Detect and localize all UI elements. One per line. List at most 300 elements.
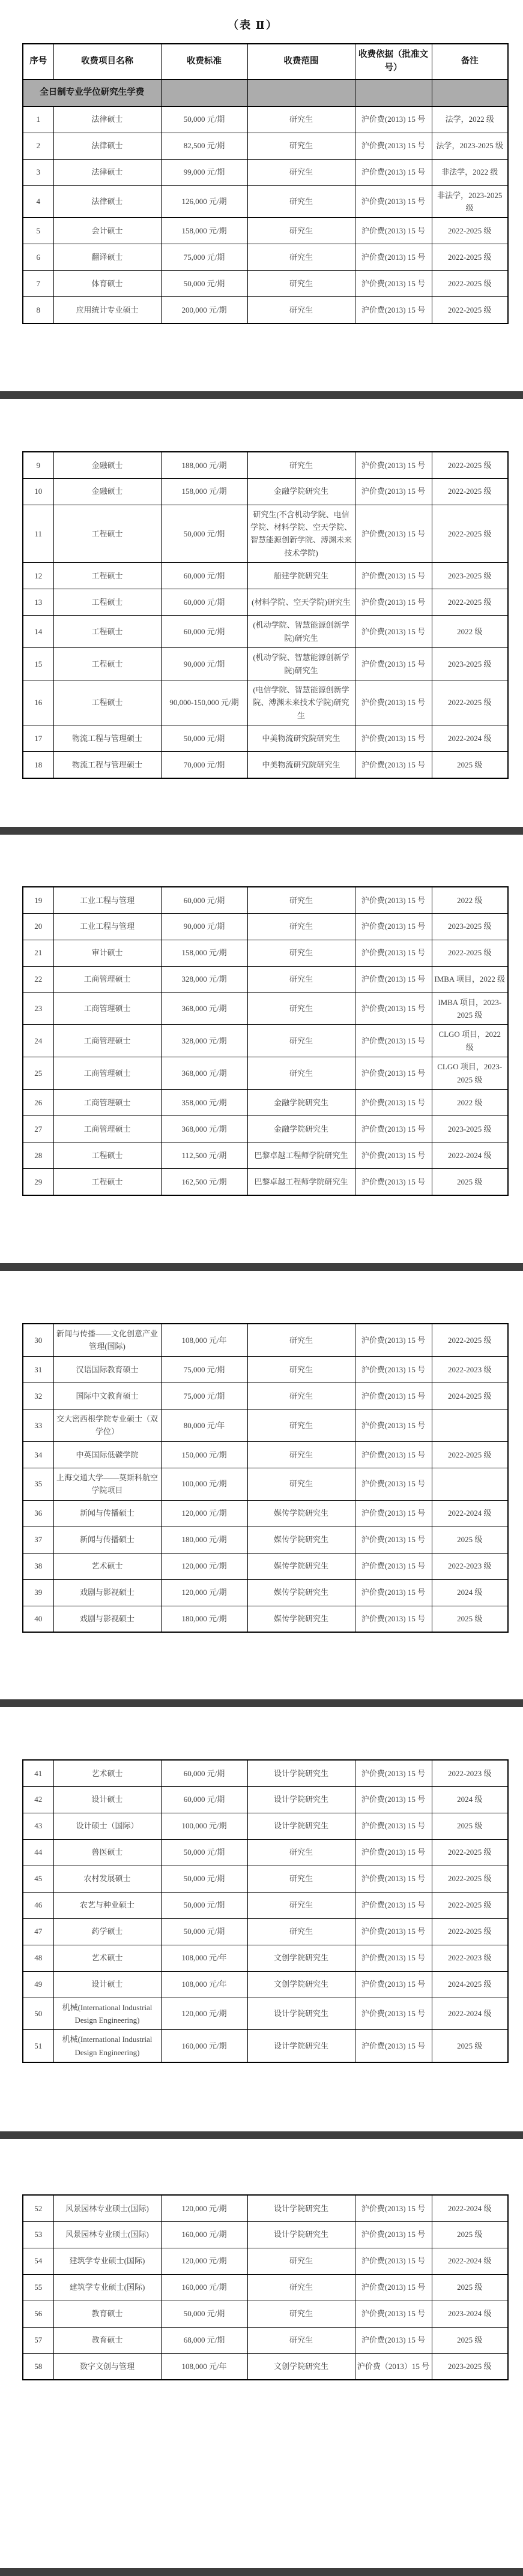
fee-table-page-3 [22,886,509,1196]
col-fee: 108,000 元/年 [161,2353,247,2380]
col-scope: 媒传学院研究生 [247,1553,355,1579]
col-fee: 50,000 元/期 [161,1918,247,1945]
col-fee: 50,000 元/期 [161,1892,247,1918]
col-note: 2022-2025 级 [432,505,508,563]
col-no: 26 [23,1090,53,1116]
table-row [23,271,508,297]
table-row [23,1090,508,1116]
col-note [432,1468,508,1500]
col-scope: 文创学院研究生 [247,1971,355,1998]
fee-table-page-6 [22,2194,509,2380]
col-fee: 50,000 元/期 [161,271,247,297]
col-no: 20 [23,913,53,940]
col-note: 2022-2023 级 [432,1945,508,1971]
col-fee: 120,000 元/期 [161,1553,247,1579]
col-basis: 沪价费(2013) 15 号 [355,940,432,966]
col-no: 8 [23,297,53,323]
col-basis: 沪价费(2013) 15 号 [355,616,432,648]
col-fee: 75,000 元/期 [161,244,247,271]
col-name: 工程硕士 [53,563,161,589]
col-name: 工商管理硕士 [53,1090,161,1116]
table-row [23,887,508,913]
table-row [23,1606,508,1632]
col-basis: 沪价费(2013) 15 号 [355,1057,432,1090]
col-note: 2022-2025 级 [432,1839,508,1866]
col-basis: 沪价费(2013) 15 号 [355,2030,432,2062]
table-row [23,680,508,725]
col-name: 兽医硕士 [53,1839,161,1866]
col-name: 法律硕士 [53,133,161,159]
col-scope: 研究生 [247,133,355,159]
column-header-col-name: 收费项目名称 [53,44,161,79]
col-no: 40 [23,1606,53,1632]
col-note: 2024-2025 级 [432,1383,508,1409]
col-no: 31 [23,1356,53,1383]
table-row [23,2195,508,2221]
table-row [23,2327,508,2353]
col-basis: 沪价费(2013) 15 号 [355,297,432,323]
col-fee: 108,000 元/年 [161,1971,247,1998]
col-basis: 沪价费(2013) 15 号 [355,2274,432,2301]
table-row [23,2248,508,2274]
fee-table-page-4 [22,1323,509,1633]
col-basis: 沪价费(2013) 15 号 [355,1606,432,1632]
col-basis: 沪价费(2013) 15 号 [355,1025,432,1057]
col-note: 2022 级 [432,1090,508,1116]
col-basis: 沪价费(2013) 15 号 [355,106,432,133]
col-fee: 328,000 元/期 [161,1025,247,1057]
col-name: 教育硕士 [53,2301,161,2327]
col-note: 2023-2025 级 [432,648,508,680]
table-row [23,218,508,244]
col-basis: 沪价费(2013) 15 号 [355,1813,432,1839]
col-basis: 沪价费(2013) 15 号 [355,218,432,244]
table-row [23,1918,508,1945]
col-basis: 沪价费(2013) 15 号 [355,452,432,478]
col-name: 设计硕士 [53,1786,161,1813]
col-no: 10 [23,478,53,505]
col-basis: 沪价费(2013) 15 号 [355,505,432,563]
col-basis: 沪价费(2013) 15 号 [355,589,432,616]
col-note: 2023-2025 级 [432,563,508,589]
table-row [23,1945,508,1971]
col-scope: 研究生 [247,1839,355,1866]
col-no: 14 [23,616,53,648]
table-row [23,2353,508,2380]
col-basis: 沪价费(2013) 15 号 [355,1866,432,1892]
col-note: 2022-2025 级 [432,478,508,505]
col-name: 工程硕士 [53,505,161,563]
col-basis: 沪价费(2013) 15 号 [355,1468,432,1500]
col-note: 2025 级 [432,1606,508,1632]
col-fee: 100,000 元/期 [161,1813,247,1839]
col-name: 数字文创与管理 [53,2353,161,2380]
page-separator [0,391,523,399]
col-fee: 60,000 元/期 [161,563,247,589]
col-scope: 媒传学院研究生 [247,1500,355,1527]
col-note: 2024 级 [432,1786,508,1813]
table-row [23,159,508,185]
col-fee: 80,000 元/年 [161,1409,247,1441]
col-scope: 研究生 [247,452,355,478]
col-name: 新闻与传播——文化创意产业管理(国际) [53,1324,161,1356]
col-fee: 60,000 元/期 [161,1786,247,1813]
col-basis: 沪价费(2013) 15 号 [355,1839,432,1866]
col-scope: 船建学院研究生 [247,563,355,589]
col-no: 51 [23,2030,53,2062]
col-no: 11 [23,505,53,563]
col-note: 2025 级 [432,1169,508,1195]
col-fee: 60,000 元/期 [161,616,247,648]
col-no: 5 [23,218,53,244]
col-fee: 180,000 元/期 [161,1606,247,1632]
col-note: 2022-2025 级 [432,1866,508,1892]
col-note: IMBA 项目，2023-2025 级 [432,992,508,1025]
col-fee: 126,000 元/期 [161,185,247,218]
col-fee: 50,000 元/期 [161,106,247,133]
section-empty-cell [355,79,432,106]
col-no: 45 [23,1866,53,1892]
col-basis: 沪价费(2013) 15 号 [355,725,432,752]
col-fee: 358,000 元/期 [161,1090,247,1116]
col-scope: (材料学院、空天学院)研究生 [247,589,355,616]
col-note: 2025 级 [432,2221,508,2248]
col-name: 物流工程与管理硕士 [53,725,161,752]
col-name: 新闻与传播硕士 [53,1527,161,1553]
col-basis: 沪价费(2013) 15 号 [355,887,432,913]
col-fee: 100,000 元/期 [161,1468,247,1500]
col-no: 39 [23,1579,53,1606]
col-no: 2 [23,133,53,159]
col-no: 48 [23,1945,53,1971]
col-fee: 70,000 元/期 [161,752,247,778]
col-name: 工商管理硕士 [53,1116,161,1142]
col-name: 金融硕士 [53,478,161,505]
col-note: 非法学，2022 级 [432,159,508,185]
table-row [23,2030,508,2062]
col-no: 25 [23,1057,53,1090]
col-no: 36 [23,1500,53,1527]
col-basis: 沪价费(2013) 15 号 [355,1116,432,1142]
table-row [23,297,508,323]
col-name: 法律硕士 [53,159,161,185]
col-note: 2022-2024 级 [432,2248,508,2274]
col-scope: 研究生 [247,106,355,133]
col-name: 工程硕士 [53,680,161,725]
col-note: 2022-2024 级 [432,725,508,752]
col-no: 22 [23,966,53,992]
col-basis: 沪价费(2013) 15 号 [355,1169,432,1195]
col-fee: 160,000 元/期 [161,2221,247,2248]
col-basis: 沪价费(2013) 15 号 [355,1409,432,1441]
col-note [432,1409,508,1441]
table-row [23,1142,508,1169]
col-fee: 82,500 元/期 [161,133,247,159]
col-scope: 设计学院研究生 [247,1786,355,1813]
col-name: 艺术硕士 [53,1760,161,1786]
col-basis: 沪价费(2013) 15 号 [355,2327,432,2353]
col-no: 28 [23,1142,53,1169]
col-note: 2022-2023 级 [432,1760,508,1786]
col-basis: 沪价费(2013) 15 号 [355,1998,432,2030]
col-scope: 研究生 [247,1057,355,1090]
col-no: 1 [23,106,53,133]
col-no: 38 [23,1553,53,1579]
col-no: 12 [23,563,53,589]
col-no: 50 [23,1998,53,2030]
col-scope: 研究生 [247,2327,355,2353]
col-note: 2022-2024 级 [432,1500,508,1527]
col-name: 审计硕士 [53,940,161,966]
col-name: 工程硕士 [53,1169,161,1195]
col-scope: 研究生 [247,913,355,940]
col-basis: 沪价费(2013) 15 号 [355,478,432,505]
col-fee: 50,000 元/期 [161,505,247,563]
fee-table-page-5 [22,1759,509,2063]
col-scope: 研究生 [247,1356,355,1383]
col-scope: 设计学院研究生 [247,2030,355,2062]
table-row [23,966,508,992]
col-name: 法律硕士 [53,185,161,218]
col-note: 2022-2025 级 [432,1324,508,1356]
col-note: 2024 级 [432,1579,508,1606]
col-scope: 媒传学院研究生 [247,1606,355,1632]
col-name: 机械(International Industrial Design Engineering) [53,1998,161,2030]
col-name: 艺术硕士 [53,1553,161,1579]
col-fee: 120,000 元/期 [161,1579,247,1606]
table-row [23,940,508,966]
col-basis: 沪价费(2013) 15 号 [355,1324,432,1356]
col-name: 体育硕士 [53,271,161,297]
fee-table-page-2 [22,451,509,779]
table-row [23,1468,508,1500]
col-note: 2022-2023 级 [432,1356,508,1383]
col-basis: 沪价费(2013) 15 号 [355,244,432,271]
col-scope: (电信学院、智慧能源创新学院、溥渊未来技术学院)研究生 [247,680,355,725]
col-fee: 120,000 元/期 [161,2248,247,2274]
col-name: 物流工程与管理硕士 [53,752,161,778]
col-basis: 沪价费（2013）15 号 [355,2353,432,2380]
col-fee: 112,500 元/期 [161,1142,247,1169]
col-fee: 108,000 元/年 [161,1324,247,1356]
col-note: 2025 级 [432,1813,508,1839]
col-fee: 90,000 元/期 [161,648,247,680]
col-scope: 研究生 [247,2274,355,2301]
table-row [23,1813,508,1839]
col-no: 53 [23,2221,53,2248]
table-row [23,1169,508,1195]
col-scope: 研究生 [247,1918,355,1945]
table-row [23,1324,508,1356]
col-basis: 沪价费(2013) 15 号 [355,2195,432,2221]
table-row [23,1866,508,1892]
page-separator [0,827,523,835]
col-basis: 沪价费(2013) 15 号 [355,133,432,159]
col-scope: 设计学院研究生 [247,1760,355,1786]
col-fee: 162,500 元/期 [161,1169,247,1195]
col-note: 2022-2025 级 [432,244,508,271]
col-name: 农艺与种业硕士 [53,1892,161,1918]
page-separator [0,1699,523,1707]
col-note: 2022-2025 级 [432,297,508,323]
col-basis: 沪价费(2013) 15 号 [355,1356,432,1383]
section-empty-cell [161,79,247,106]
col-basis: 沪价费(2013) 15 号 [355,2248,432,2274]
col-note: 2022-2023 级 [432,1553,508,1579]
col-no: 4 [23,185,53,218]
col-basis: 沪价费(2013) 15 号 [355,2221,432,2248]
col-note: 2022 级 [432,887,508,913]
col-scope: 金融学院研究生 [247,1090,355,1116]
col-basis: 沪价费(2013) 15 号 [355,271,432,297]
table-row [23,752,508,778]
col-fee: 50,000 元/期 [161,1839,247,1866]
col-fee: 160,000 元/期 [161,2030,247,2062]
col-fee: 90,000 元/期 [161,913,247,940]
col-fee: 158,000 元/期 [161,478,247,505]
col-fee: 50,000 元/期 [161,725,247,752]
col-note: 2022-2025 级 [432,218,508,244]
col-name: 戏剧与影视硕士 [53,1579,161,1606]
col-no: 29 [23,1169,53,1195]
col-scope: 巴黎卓越工程师学院研究生 [247,1142,355,1169]
col-note: 2022-2024 级 [432,1998,508,2030]
col-no: 16 [23,680,53,725]
col-basis: 沪价费(2013) 15 号 [355,913,432,940]
column-header-col-basis: 收费依据（批准文号） [355,44,432,79]
col-scope: 研究生 [247,185,355,218]
table-row [23,1409,508,1441]
col-fee: 60,000 元/期 [161,887,247,913]
col-fee: 75,000 元/期 [161,1383,247,1409]
table-row [23,2221,508,2248]
col-scope: 金融学院研究生 [247,478,355,505]
col-note: 2023-2025 级 [432,2353,508,2380]
col-fee: 150,000 元/期 [161,1441,247,1468]
col-note: 2024-2025 级 [432,1971,508,1998]
col-name: 建筑学专业硕士(国际) [53,2248,161,2274]
col-no: 47 [23,1918,53,1945]
fee-table-page-1 [22,43,509,324]
col-name: 法律硕士 [53,106,161,133]
col-fee: 90,000-150,000 元/期 [161,680,247,725]
col-no: 41 [23,1760,53,1786]
col-scope: 研究生 [247,2301,355,2327]
table-row [23,725,508,752]
col-name: 工商管理硕士 [53,966,161,992]
col-no: 15 [23,648,53,680]
col-no: 42 [23,1786,53,1813]
column-header-col-no: 序号 [23,44,53,79]
table-row [23,133,508,159]
table-row [23,1500,508,1527]
col-no: 23 [23,992,53,1025]
col-fee: 50,000 元/期 [161,2301,247,2327]
col-scope: 研究生(不含机动学院、电信学院、材料学院、空天学院、智慧能源创新学院、溥渊未来技术学院) [247,505,355,563]
col-name: 风景园林专业硕士(国际) [53,2195,161,2221]
col-scope: 研究生 [247,1892,355,1918]
col-no: 56 [23,2301,53,2327]
col-name: 国际中文教育硕士 [53,1383,161,1409]
page-title: （表 Ⅱ） [228,19,278,31]
table-row [23,1579,508,1606]
col-note: 2023-2025 级 [432,1116,508,1142]
col-scope: 研究生 [247,1409,355,1441]
col-basis: 沪价费(2013) 15 号 [355,1142,432,1169]
table-row [23,1383,508,1409]
col-basis: 沪价费(2013) 15 号 [355,648,432,680]
col-scope: 设计学院研究生 [247,1813,355,1839]
col-note: 2025 级 [432,2030,508,2062]
col-scope: 研究生 [247,1383,355,1409]
page-separator [0,2131,523,2139]
col-basis: 沪价费(2013) 15 号 [355,1441,432,1468]
col-fee: 68,000 元/期 [161,2327,247,2353]
col-scope: 研究生 [247,1025,355,1057]
col-name: 风景园林专业硕士(国际) [53,2221,161,2248]
col-name: 机械(International Industrial Design Engineering) [53,2030,161,2062]
col-name: 建筑学专业硕士(国际) [53,2274,161,2301]
col-note: CLGO 项目，2022 级 [432,1025,508,1057]
table-row [23,589,508,616]
col-scope: 金融学院研究生 [247,1116,355,1142]
col-scope: 媒传学院研究生 [247,1579,355,1606]
section-empty-cell [432,79,508,106]
table-row [23,1971,508,1998]
col-scope: 研究生 [247,966,355,992]
col-name: 上海交通大学——莫斯科航空学院项目 [53,1468,161,1500]
col-basis: 沪价费(2013) 15 号 [355,1918,432,1945]
table-row [23,1057,508,1090]
col-scope: 研究生 [247,1441,355,1468]
col-fee: 50,000 元/期 [161,1866,247,1892]
table-row [23,913,508,940]
col-fee: 188,000 元/期 [161,452,247,478]
col-no: 34 [23,1441,53,1468]
col-name: 应用统计专业硕士 [53,297,161,323]
table-row [23,1892,508,1918]
table-row [23,1527,508,1553]
col-note: 2023-2024 级 [432,2301,508,2327]
col-note: 法学，2023-2025 级 [432,133,508,159]
col-name: 中英国际低碳学院 [53,1441,161,1468]
col-fee: 368,000 元/期 [161,992,247,1025]
table-row [23,1553,508,1579]
col-note: 2022-2025 级 [432,940,508,966]
col-name: 工商管理硕士 [53,1025,161,1057]
col-scope: 设计学院研究生 [247,2221,355,2248]
col-no: 44 [23,1839,53,1866]
col-fee: 99,000 元/期 [161,159,247,185]
col-basis: 沪价费(2013) 15 号 [355,1945,432,1971]
col-scope: 研究生 [247,271,355,297]
col-name: 汉语国际教育硕士 [53,1356,161,1383]
col-name: 工业工程与管理 [53,887,161,913]
col-fee: 158,000 元/期 [161,218,247,244]
table-row [23,992,508,1025]
col-no: 30 [23,1324,53,1356]
table-row [23,1786,508,1813]
col-note: 2022-2024 级 [432,2195,508,2221]
table-row [23,2274,508,2301]
col-basis: 沪价费(2013) 15 号 [355,1786,432,1813]
col-no: 57 [23,2327,53,2353]
col-scope: 研究生 [247,992,355,1025]
column-header-col-scope: 收费范围 [247,44,355,79]
col-basis: 沪价费(2013) 15 号 [355,1892,432,1918]
col-scope: 设计学院研究生 [247,2195,355,2221]
col-note: 2022-2025 级 [432,1441,508,1468]
